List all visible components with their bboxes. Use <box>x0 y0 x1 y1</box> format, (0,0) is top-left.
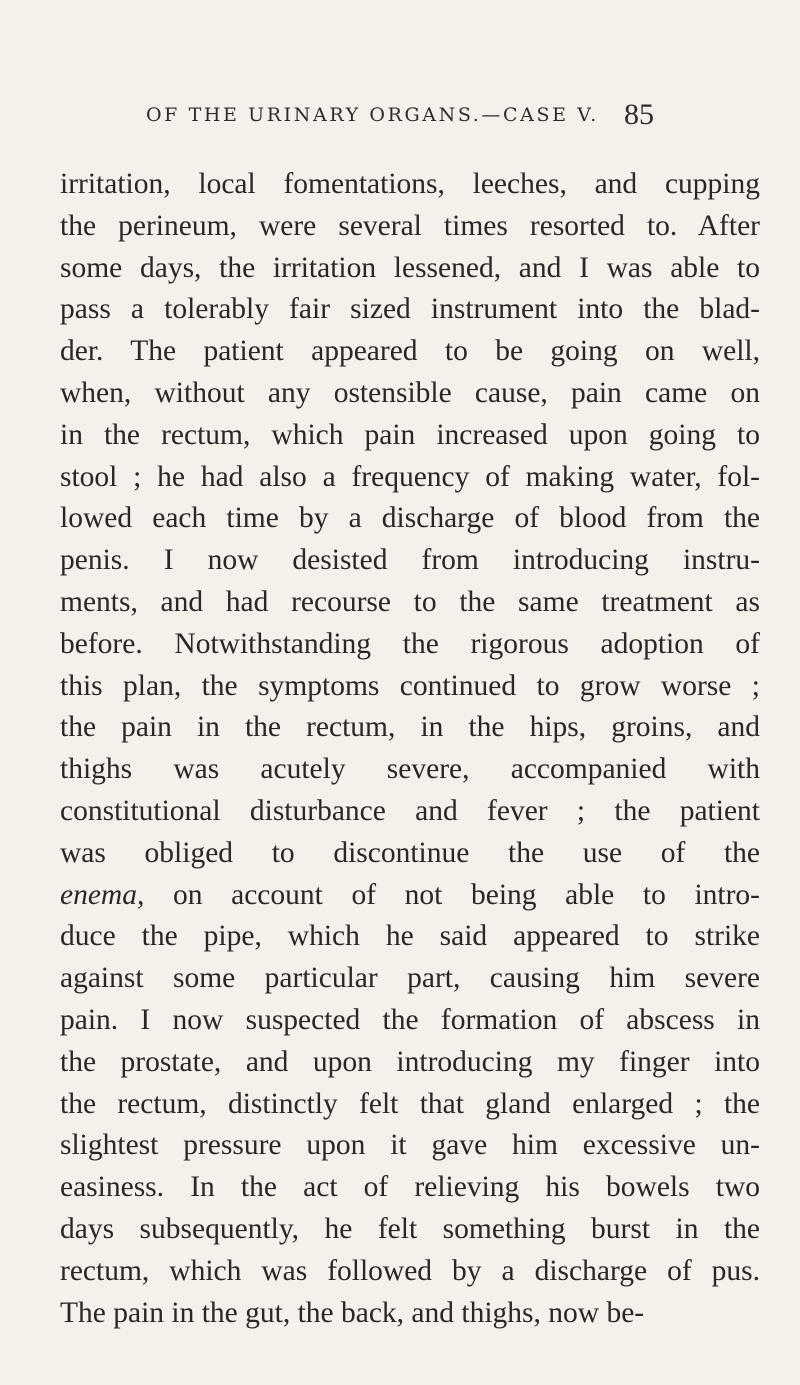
text-line-enema <box>60 875 760 917</box>
text-line: easiness. In the act of relieving his bowels two <box>60 1171 760 1204</box>
text-line: lowed each time by a discharge of blood from the <box>60 502 760 535</box>
text-line: was obliged to discontinue the use of the <box>60 836 760 869</box>
line-rest: on account of not being able to intro- <box>144 878 760 911</box>
text-line: pain. I now suspected the formation of abscess in <box>60 1003 760 1036</box>
text-line: the prostate, and upon introducing my finger into <box>60 1045 760 1078</box>
text-line: slightest pressure upon it gave him excessive un- <box>60 1129 760 1162</box>
text-line: der. The patient appeared to be going on well, <box>60 335 760 368</box>
text-line: this plan, the symptoms continued to grow worse ; <box>60 669 760 702</box>
page-number: 85 <box>624 98 654 131</box>
text-line: stool ; he had also a frequency of making water, fol- <box>60 460 760 493</box>
text-line: irritation, local fomentations, leeches, and cupping <box>60 168 760 200</box>
text-line: duce the pipe, which he said appeared to strike <box>60 920 760 953</box>
running-head <box>146 98 654 136</box>
text-line: the perineum, were several times resorted to. After <box>60 209 760 242</box>
text-line: the pain in the rectum, in the hips, groins, and <box>60 711 760 744</box>
text-line: pass a tolerably fair sized instrument into the blad- <box>60 293 760 326</box>
italic-word: enema, <box>60 878 145 911</box>
text-line: the rectum, distinctly felt that gland enlarged ; the <box>60 1087 760 1120</box>
text-line: rectum, which was followed by a discharge of pus. <box>60 1254 760 1287</box>
body-text <box>60 164 760 1334</box>
text-line: The pain in the gut, the back, and thighs, now be- <box>60 1296 645 1329</box>
text-line: ments, and had recourse to the same treatment as <box>60 585 760 618</box>
text-line: before. Notwithstanding the rigorous adoption of <box>60 627 760 660</box>
text-line: days subsequently, he felt something burst in the <box>60 1212 760 1245</box>
text-line: against some particular part, causing him severe <box>60 962 760 995</box>
text-line: constitutional disturbance and fever ; the patient <box>60 794 760 827</box>
text-line: some days, the irritation lessened, and I was able to <box>60 251 760 284</box>
text-line: in the rectum, which pain increased upon going to <box>60 418 760 451</box>
text-line: thighs was acutely severe, accompanied with <box>60 753 760 786</box>
text-line: penis. I now desisted from introducing instru- <box>60 544 760 577</box>
text-line: when, without any ostensible cause, pain came on <box>60 376 760 409</box>
running-title: OF THE URINARY ORGANS.—CASE V. <box>146 104 599 126</box>
